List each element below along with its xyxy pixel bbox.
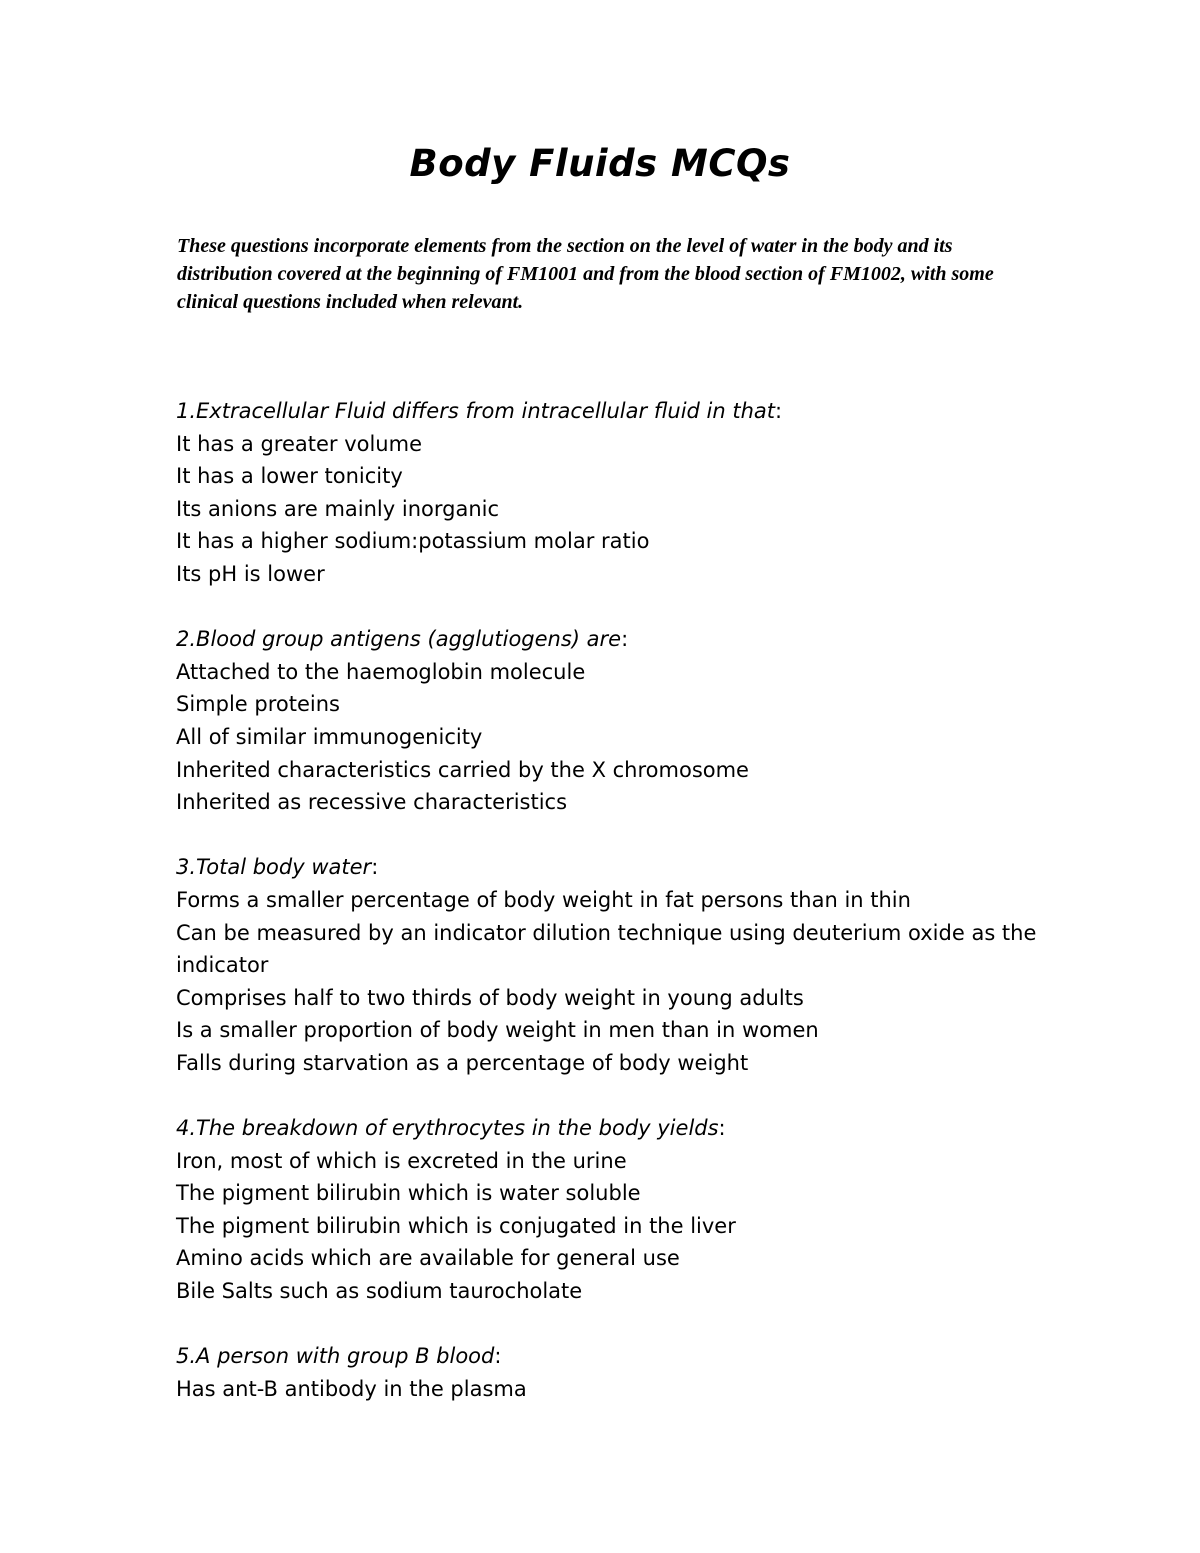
page-title: Body Fluids MCQs: [409, 142, 791, 185]
question-3: [176, 851, 1046, 1079]
answer-option: Inherited as recessive characteristics: [176, 790, 568, 815]
answer-option: Iron, most of which is excreted in the urine: [176, 1148, 627, 1173]
answer-option: Its anions are mainly inorganic: [176, 496, 500, 521]
question-list: [176, 395, 1046, 1438]
answer-option: Bile Salts such as sodium taurocholate: [176, 1279, 583, 1304]
answer-option: Falls during starvation as a percentage of body weight: [176, 1050, 749, 1075]
question-stem-text: 2.Blood group antigens (agglutiogens) are: [176, 627, 622, 652]
answer-option: Inherited characteristics carried by the X chromosome: [176, 757, 749, 782]
question-5: [176, 1340, 1046, 1405]
question-stem-text: 1.Extracellular Fluid differs from intracellular fluid in that: [176, 399, 776, 423]
answer-option: Amino acids which are available for general use: [176, 1246, 680, 1271]
answer-option: Forms a smaller percentage of body weight in fat persons than in thin: [176, 887, 911, 912]
question-stem-text: 5.A person with group B blood: [176, 1344, 495, 1369]
answer-option: Has ant-B antibody in the plasma: [176, 1376, 527, 1401]
question-colon: :: [718, 1116, 726, 1141]
answer-option: The pigment bilirubin which is water soluble: [176, 1181, 641, 1206]
intro-paragraph: These questions incorporate elements from the section on the level of water in the body and its distribution covered at the beginning of FM1001 and from the blood section of FM1002, with some clinical questions included when relevant.: [177, 235, 994, 313]
answer-option: Simple proteins: [176, 692, 340, 717]
answer-option: It has a higher sodium:potassium molar ratio: [176, 529, 650, 554]
question-1: [176, 395, 1046, 591]
answer-option: All of similar immunogenicity: [176, 724, 483, 749]
question-colon: :: [494, 1344, 502, 1369]
answer-option: Its pH is lower: [176, 561, 325, 586]
question-stem: [176, 623, 1046, 656]
question-stem: [176, 851, 1046, 884]
question-2: [176, 623, 1046, 819]
question-stem-text: 3.Total body water: [176, 855, 372, 880]
answer-option: It has a lower tonicity: [176, 464, 403, 489]
question-stem: [176, 1112, 1046, 1145]
answer-option: Comprises half to two thirds of body weight in young adults: [176, 985, 804, 1010]
answer-option: Can be measured by an indicator dilution technique using deuterium oxide as the indicator: [176, 920, 1037, 978]
answer-option: Is a smaller proportion of body weight in men than in women: [176, 1018, 819, 1043]
question-stem: [176, 1340, 1046, 1373]
question-colon: :: [371, 855, 379, 880]
answer-option: It has a greater volume: [176, 431, 422, 456]
question-stem: [176, 395, 1046, 428]
question-colon: :: [775, 399, 783, 423]
question-stem-text: 4.The breakdown of erythrocytes in the body yields: [176, 1116, 719, 1141]
question-4: [176, 1112, 1046, 1308]
question-colon: :: [621, 627, 629, 652]
answer-option: The pigment bilirubin which is conjugated in the liver: [176, 1213, 736, 1238]
answer-option: Attached to the haemoglobin molecule: [176, 659, 586, 684]
